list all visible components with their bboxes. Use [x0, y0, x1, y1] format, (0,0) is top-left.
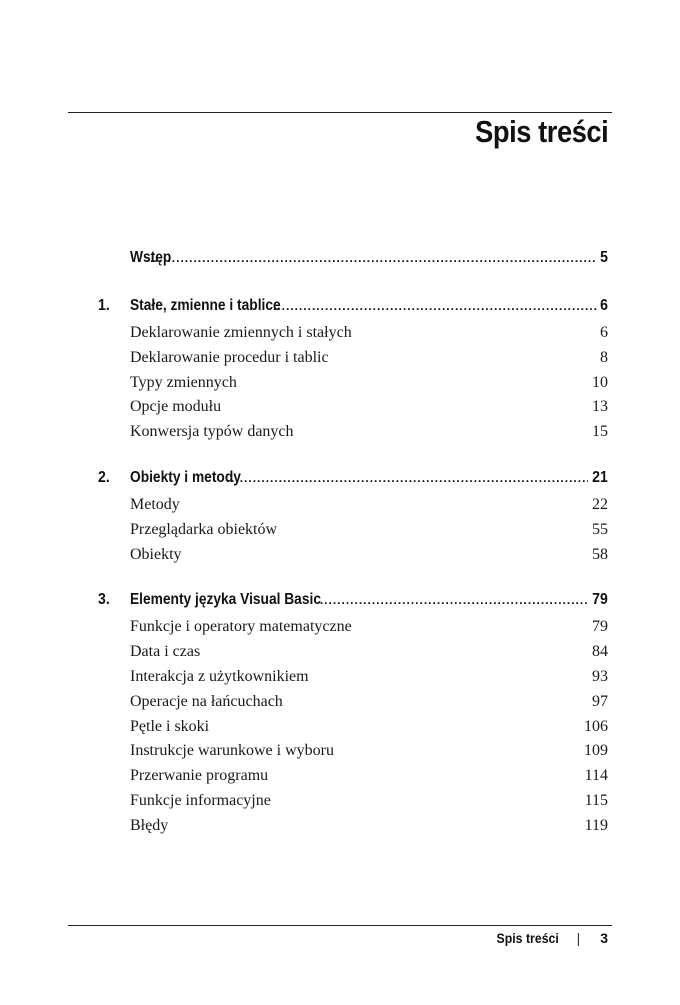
section-page-number: 119: [584, 816, 608, 834]
toc-chapter-entry[interactable]: [0, 587, 680, 615]
chapter-title: Obiekty i metody: [130, 468, 241, 486]
toc-section-entry[interactable]: [0, 715, 680, 740]
section-title: Opcje modułu: [130, 398, 222, 416]
section-page-number: 58: [592, 545, 608, 563]
footer-separator: |: [576, 930, 581, 946]
toc-section-entry[interactable]: [0, 690, 680, 715]
chapter-line: [130, 469, 608, 487]
footer-page-number: 3: [600, 930, 608, 946]
header-rule: [68, 112, 612, 113]
section-page-number: 93: [592, 667, 608, 685]
footer-rule: [68, 925, 612, 926]
section-page-number: 97: [592, 692, 608, 710]
toc-section-entry[interactable]: [0, 321, 680, 346]
toc-chapter-entry[interactable]: [0, 465, 680, 493]
chapter-title: Wstęp: [130, 249, 172, 266]
toc-chapter-entry[interactable]: [0, 245, 680, 273]
section-page-number: 84: [592, 643, 608, 661]
toc-section-entry[interactable]: [0, 395, 680, 420]
toc-chapter-entry[interactable]: [0, 293, 680, 321]
section-title: Obiekty: [130, 545, 182, 563]
toc-section-entry[interactable]: [0, 493, 680, 518]
chapter-page-number: 5: [600, 249, 608, 266]
section-page-number: 114: [584, 767, 608, 785]
section-title: Funkcje informacyjne: [130, 791, 271, 809]
toc-chapter: [0, 245, 680, 273]
chapter-page-number: 21: [592, 468, 608, 486]
section-list: [0, 321, 680, 445]
toc-section-entry[interactable]: [0, 543, 680, 568]
toc-section-entry[interactable]: [0, 420, 680, 445]
section-title: Typy zmiennych: [130, 373, 237, 391]
toc-section-entry[interactable]: [0, 739, 680, 764]
section-title: Przerwanie programu: [130, 767, 269, 785]
chapter-number: 1.: [98, 297, 110, 314]
footer-label: Spis treści: [496, 930, 559, 946]
section-page-number: 8: [600, 348, 608, 366]
chapter-line: [130, 249, 608, 267]
section-page-number: 109: [584, 742, 608, 760]
section-title: Instrukcje warunkowe i wyboru: [130, 742, 334, 760]
toc-section-entry[interactable]: [0, 346, 680, 371]
section-page-number: 22: [592, 495, 608, 513]
page-title: Spis treści: [474, 114, 608, 149]
section-title: Deklarowanie procedur i tablic: [130, 348, 329, 366]
section-title: Konwersja typów danych: [130, 423, 294, 441]
toc-section-entry[interactable]: [0, 371, 680, 396]
chapter-page-number: 6: [600, 297, 608, 314]
toc-chapter: [0, 587, 680, 838]
section-title: Funkcje i operatory matematyczne: [130, 618, 352, 636]
section-page-number: 55: [592, 520, 608, 538]
toc-section-entry[interactable]: [0, 518, 680, 543]
section-page-number: 106: [584, 717, 608, 735]
chapter-line: [130, 591, 608, 609]
section-page-number: 15: [592, 423, 608, 441]
toc-chapter: [0, 465, 680, 567]
table-of-contents: [0, 245, 680, 859]
chapter-page-number: 79: [592, 591, 608, 609]
section-page-number: 115: [584, 791, 608, 809]
section-list: [0, 493, 680, 567]
section-page-number: 79: [592, 618, 608, 636]
page-footer: [488, 930, 608, 946]
section-page-number: 13: [592, 398, 608, 416]
section-title: Deklarowanie zmiennych i stałych: [130, 324, 352, 341]
section-title: Operacje na łańcuchach: [130, 692, 283, 710]
toc-section-entry[interactable]: [0, 764, 680, 789]
chapter-number: 3.: [98, 591, 110, 609]
toc-section-entry[interactable]: [0, 640, 680, 665]
section-title: Przeglądarka obiektów: [130, 520, 278, 538]
dot-leader: [320, 593, 588, 607]
toc-section-entry[interactable]: [0, 615, 680, 640]
toc-section-entry[interactable]: [0, 789, 680, 814]
section-title: Metody: [130, 495, 180, 513]
chapter-title: Elementy języka Visual Basic: [130, 591, 321, 609]
dot-leader: [146, 251, 597, 265]
dot-leader: [227, 471, 589, 485]
toc-chapter: [0, 293, 680, 445]
dot-leader: [273, 299, 597, 313]
toc-section-entry[interactable]: [0, 665, 680, 690]
toc-section-entry[interactable]: [0, 814, 680, 839]
chapter-title: Stałe, zmienne i tablice: [130, 297, 281, 314]
section-title: Błędy: [130, 816, 169, 834]
section-title: Interakcja z użytkownikiem: [130, 667, 309, 685]
section-title: Data i czas: [130, 643, 201, 661]
section-list: [0, 615, 680, 838]
section-page-number: 6: [600, 324, 608, 341]
section-title: Pętle i skoki: [130, 717, 210, 735]
chapter-number: 2.: [98, 468, 110, 486]
chapter-line: [130, 297, 608, 315]
section-page-number: 10: [592, 373, 608, 391]
